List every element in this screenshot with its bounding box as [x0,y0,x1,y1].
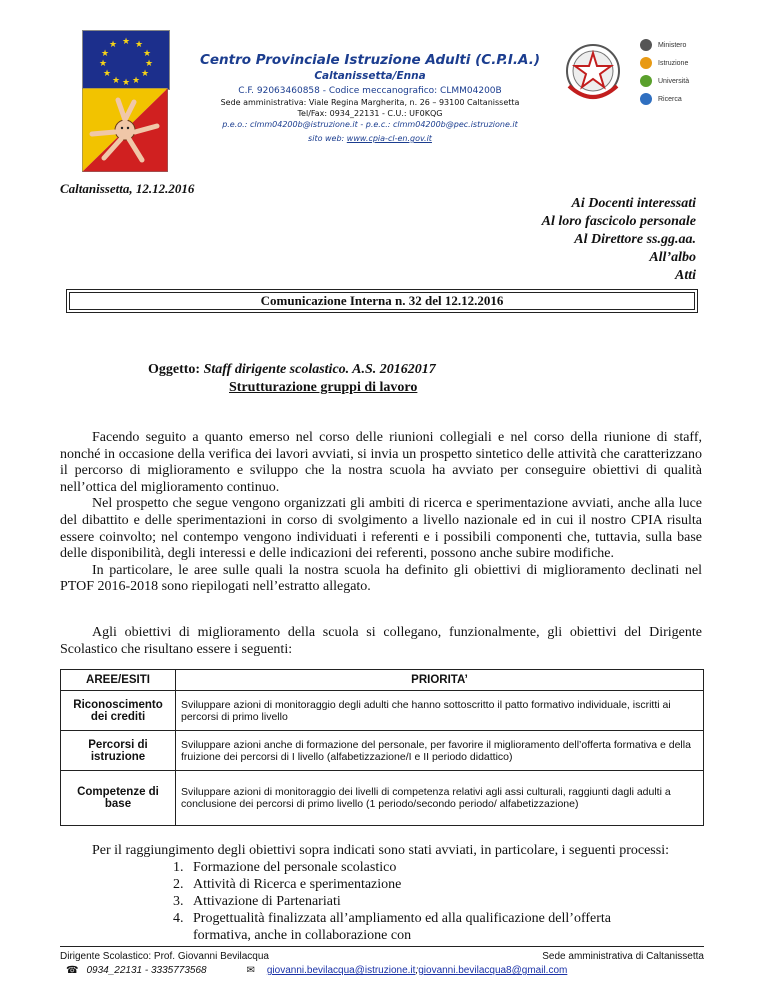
list-item: 4. Progettualità finalizzata all’ampliamento ed alla qualificazione dell’offerta [173,911,611,926]
priority-cell: Sviluppare azioni di monitoraggio dei livelli di competenza relativi agli assi culturali, raggiunti dagli adulti a conclusione dei percorsi di primo livello (1 periodo/secondo periodo/ alfabetizzazione) [176,771,704,826]
recipient: All’albo [649,250,696,265]
table-row [61,771,704,826]
website-link[interactable]: www.cpia-cl-en.gov.it [346,134,432,143]
svg-text:★: ★ [102,68,112,78]
school-website: sito web: www.cpia-cl-en.gov.it [308,134,432,143]
list-item: 1. Formazione del personale scolastico [173,860,397,875]
column-header: AREE/ESITI [61,670,176,691]
area-cell: Riconoscimento dei crediti [61,691,176,731]
recipient: Ai Docenti interessati [571,196,696,211]
svg-text:★: ★ [121,77,131,87]
footer: Dirigente Scolastico: Prof. Giovanni Bevilacqua Sede amministrativa di Caltanissetta ☎ 0934_22131 - 3335773568 ✉ giovanni.bevilacqua@istruzione.it ; giovanni.bevilacqua8@gmail.com [60,946,704,976]
body-text [60,430,702,596]
phone-icon: ☎ [66,965,79,976]
ministry-item-universita: Università [640,72,689,90]
paragraph: In particolare, le aree sulle quali la nostra scuola ha definito gli obiettivi di miglioramento declinati nel PTOF 2016-2018 sono riepilogati nell’estratto allegato. [60,562,702,595]
email-link-secondary[interactable]: giovanni.bevilacqua8@gmail.com [418,965,568,976]
footer-principal: Dirigente Scolastico: Prof. Giovanni Bevilacqua [60,951,269,962]
email-link-primary[interactable]: giovanni.bevilacqua@istruzione.it [266,965,416,976]
paragraph: Facendo seguito a quanto emerso nel corso delle riunioni collegiali e nel corso della riunione di staff, nonché in occasione della verifica dei lavori avviati, si invia un prospetto sintetico delle attività che caratterizzano il percorso di miglioramento e sviluppo che la nostra scuola ha avviato per conseguire obiettivi di qualità nell’ottica del miglioramento continuo. [60,430,702,495]
svg-text:★: ★ [131,75,141,85]
priority-cell: Sviluppare azioni anche di formazione del personale, per favorire il miglioramento dell’offerta formativa e della fruizione dei percorsi di I livello (alfabetizzazione/I e II periodo didattico) [176,731,704,771]
column-header: PRIORITA’ [176,670,704,691]
svg-text:★: ★ [142,48,152,58]
area-cell: Percorsi di istruzione [61,731,176,771]
svg-text:★: ★ [100,48,110,58]
letter-date: Caltanissetta, 12.12.2016 [60,181,195,196]
area-cell: Competenze di base [61,771,176,826]
school-codes: C.F. 92063460858 - Codice meccanografico: CLMM04200B [238,86,502,96]
svg-text:★: ★ [111,75,121,85]
communication-number-box: Comunicazione Interna n. 32 del 12.12.2016 [66,289,698,313]
school-location: Caltanissetta/Enna [314,70,426,82]
table-header-row [61,670,704,691]
processes-list [60,859,702,944]
svg-text:★: ★ [121,36,131,46]
school-name: Centro Provinciale Istruzione Adulti (C.P.I.A.) [199,52,541,68]
processes-intro: Per il raggiungimento degli obiettivi sopra indicati sono stati avviati, in particolare, i seguenti processi: [92,843,669,858]
italian-republic-emblem-logo [560,38,626,110]
ministry-item-ricerca: Ricerca [640,90,682,108]
ministry-item-istruzione: Istruzione [640,54,688,72]
sicily-coat-of-arms-logo [82,88,168,172]
school-address: Sede amministrativa: Viale Regina Margherita, n. 26 – 93100 Caltanissetta [220,98,520,107]
table-row [61,731,704,771]
svg-text:★: ★ [134,39,144,49]
svg-text:★: ★ [98,58,108,68]
envelope-icon: ✉ [246,965,255,976]
footer-office: Sede amministrativa di Caltanissetta [542,951,704,962]
svg-text:★: ★ [108,39,118,49]
list-item: 3. Attivazione di Partenariati [173,894,341,909]
svg-text:★: ★ [144,58,154,68]
recipient: Al Direttore ss.gg.aa. [574,232,696,247]
table-intro: Agli obiettivi di miglioramento della scuola si collegano, funzionalmente, gli obiettivi del Dirigente Scolastico che risultano essere i seguenti: [60,625,702,657]
svg-text:★: ★ [140,68,150,78]
subject-subtitle: Strutturazione gruppi di lavoro [229,380,418,395]
subject-line: Oggetto: Staff dirigente scolastico. A.S. 20162017 [148,362,436,377]
footer-phone: 0934_22131 - 3335773568 [86,965,207,976]
table-row [61,691,704,731]
list-item: 2. Attività di Ricerca e sperimentazione [173,877,402,892]
svg-text:REPUBBLICA ITALIANA: REPUBBLICA ITALIANA [565,100,621,106]
priority-cell: Sviluppare azioni di monitoraggio degli adulti che hanno sottoscritto il patto formativo individuale, iscritti ai percorsi di primo livello [176,691,704,731]
list-item-continuation: formativa, anche in collaborazione con [193,928,412,943]
ministry-item-ministero: Ministero [640,36,686,54]
priorities-table [60,669,704,826]
paragraph: Nel prospetto che segue vengono organizzati gli ambiti di ricerca e sperimentazione avviati, anche alla luce del dibattito e delle sperimentazioni in corso di svolgimento a livello nazionale ed in cui il nostro CPIA risulta essere coinvolto; nel contempo vengono individuati i referenti e i possibili componenti che, tuttavia, sulla base delle disponibilità, degli interessi e delle indicazioni dei referenti, possono anche subire modifiche. [60,496,702,562]
processes-section [60,842,702,944]
school-phone: Tel/Fax: 0934_22131 - C.U.: UF0KQG [297,109,443,118]
recipient: Al loro fascicolo personale [541,214,696,229]
recipient: Atti [674,268,696,283]
school-emails: p.e.o.: clmm04200b@istruzione.it - p.e.c.: clmm04200b@pec.istruzione.it [222,120,518,129]
eu-flag-logo [82,30,170,90]
